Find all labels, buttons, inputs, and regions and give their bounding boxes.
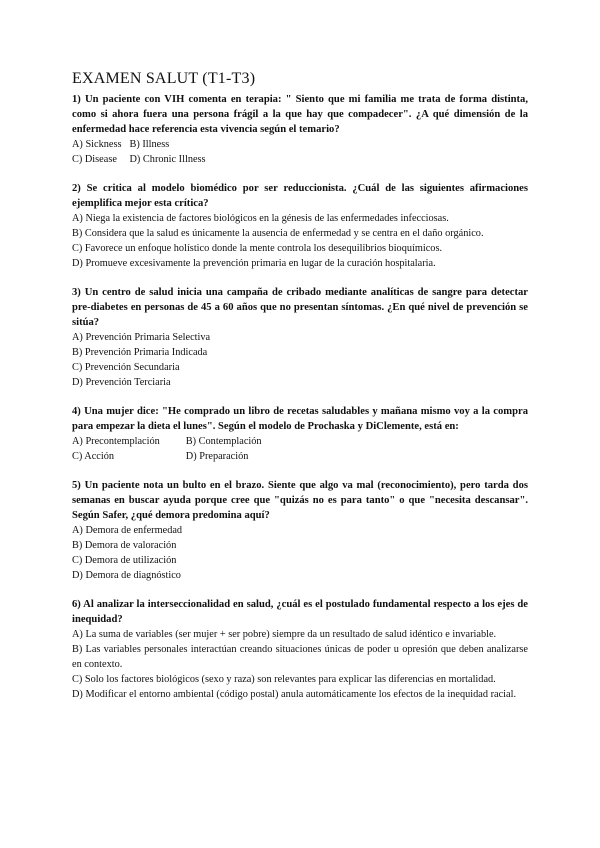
option-c: C) Solo los factores biológicos (sexo y raza) son relevantes para explicar las diferencias en mortalidad. [72, 674, 496, 685]
question-1-options [72, 137, 528, 167]
question-2 [72, 181, 528, 271]
option-b: B) Contemplación [185, 436, 262, 447]
option-c: C) Acción [72, 451, 115, 462]
option-d: D) Demora de diagnóstico [72, 570, 181, 581]
option-a: A) Sickness [72, 139, 122, 150]
option-d: D) Prevención Terciaria [72, 377, 171, 388]
question-2-text: 2) Se critica al modelo biomédico por ser reduccionista. ¿Cuál de las siguientes afirmaciones ejemplifica mejor esta crítica? [72, 183, 528, 209]
question-5-options [72, 523, 528, 583]
option-d: D) Chronic Illness [129, 154, 206, 165]
question-1 [72, 92, 528, 167]
question-4-text: 4) Una mujer dice: "He comprado un libro de recetas saludables y mañana mismo voy a la compra para empezar la dieta el lunes". Según el modelo de Prochaska y DiClemente, está en: [72, 406, 528, 432]
question-2-options [72, 211, 528, 271]
question-6-options [72, 627, 528, 702]
option-a: A) Prevención Primaria Selectiva [72, 332, 211, 343]
option-d: D) Modificar el entorno ambiental (código postal) anula automáticamente los efectos de la inequidad racial. [72, 689, 517, 700]
option-d: D) Preparación [185, 451, 249, 462]
question-4-options [72, 434, 528, 464]
option-d: D) Promueve excesivamente la prevención primaria en lugar de la curación hospitalaria. [72, 258, 436, 269]
question-1-text: 1) Un paciente con VIH comenta en terapia: " Siento que mi familia me trata de forma distinta, como si ahora fuera una persona frágil a la que hay que compadecer". ¿A qué dimensión de la enfermedad hace referencia esta vivencia según el temario? [72, 94, 528, 135]
question-3 [72, 285, 528, 390]
option-b: B) Demora de valoración [72, 540, 177, 551]
question-6 [72, 597, 528, 702]
question-6-text: 6) Al analizar la interseccionalidad en salud, ¿cuál es el postulado fundamental respecto a los ejes de inequidad? [72, 599, 528, 625]
option-a: A) Precontemplación [72, 436, 160, 447]
option-b: B) Illness [129, 139, 170, 150]
option-b: B) Las variables personales interactúan creando situaciones únicas de poder u opresión que deben analizarse en contexto. [72, 644, 528, 670]
option-a: A) Niega la existencia de factores biológicos en la génesis de las enfermedades infecciosas. [72, 213, 449, 224]
question-3-text: 3) Un centro de salud inicia una campaña de cribado mediante analíticas de sangre para detectar pre-diabetes en personas de 45 a 60 años que no presentan síntomas. ¿En qué nivel de prevención se sitúa? [72, 287, 528, 328]
option-c: C) Favorece un enfoque holístico donde la mente controla los desequilibrios bioquímicos. [72, 243, 443, 254]
exam-title: EXAMEN SALUT (T1-T3) [72, 70, 256, 87]
option-c: C) Demora de utilización [72, 555, 177, 566]
option-a: A) La suma de variables (ser mujer + ser pobre) siempre da un resultado de salud idéntico e invariable. [72, 629, 497, 640]
question-5-text: 5) Un paciente nota un bulto en el brazo. Siente que algo va mal (reconocimiento), pero tarda dos semanas en buscar ayuda porque cree que "quizás no es para tanto" o que "necesita descansar". Según Safer, ¿qué demora predomina aquí? [72, 480, 528, 521]
question-4 [72, 404, 528, 464]
option-c: C) Disease [72, 154, 117, 165]
question-3-options [72, 330, 528, 390]
question-5 [72, 478, 528, 583]
option-c: C) Prevención Secundaria [72, 362, 180, 373]
option-a: A) Demora de enfermedad [72, 525, 183, 536]
option-b: B) Considera que la salud es únicamente la ausencia de enfermedad y se centra en el daño orgánico. [72, 228, 484, 239]
option-b: B) Prevención Primaria Indicada [72, 347, 208, 358]
